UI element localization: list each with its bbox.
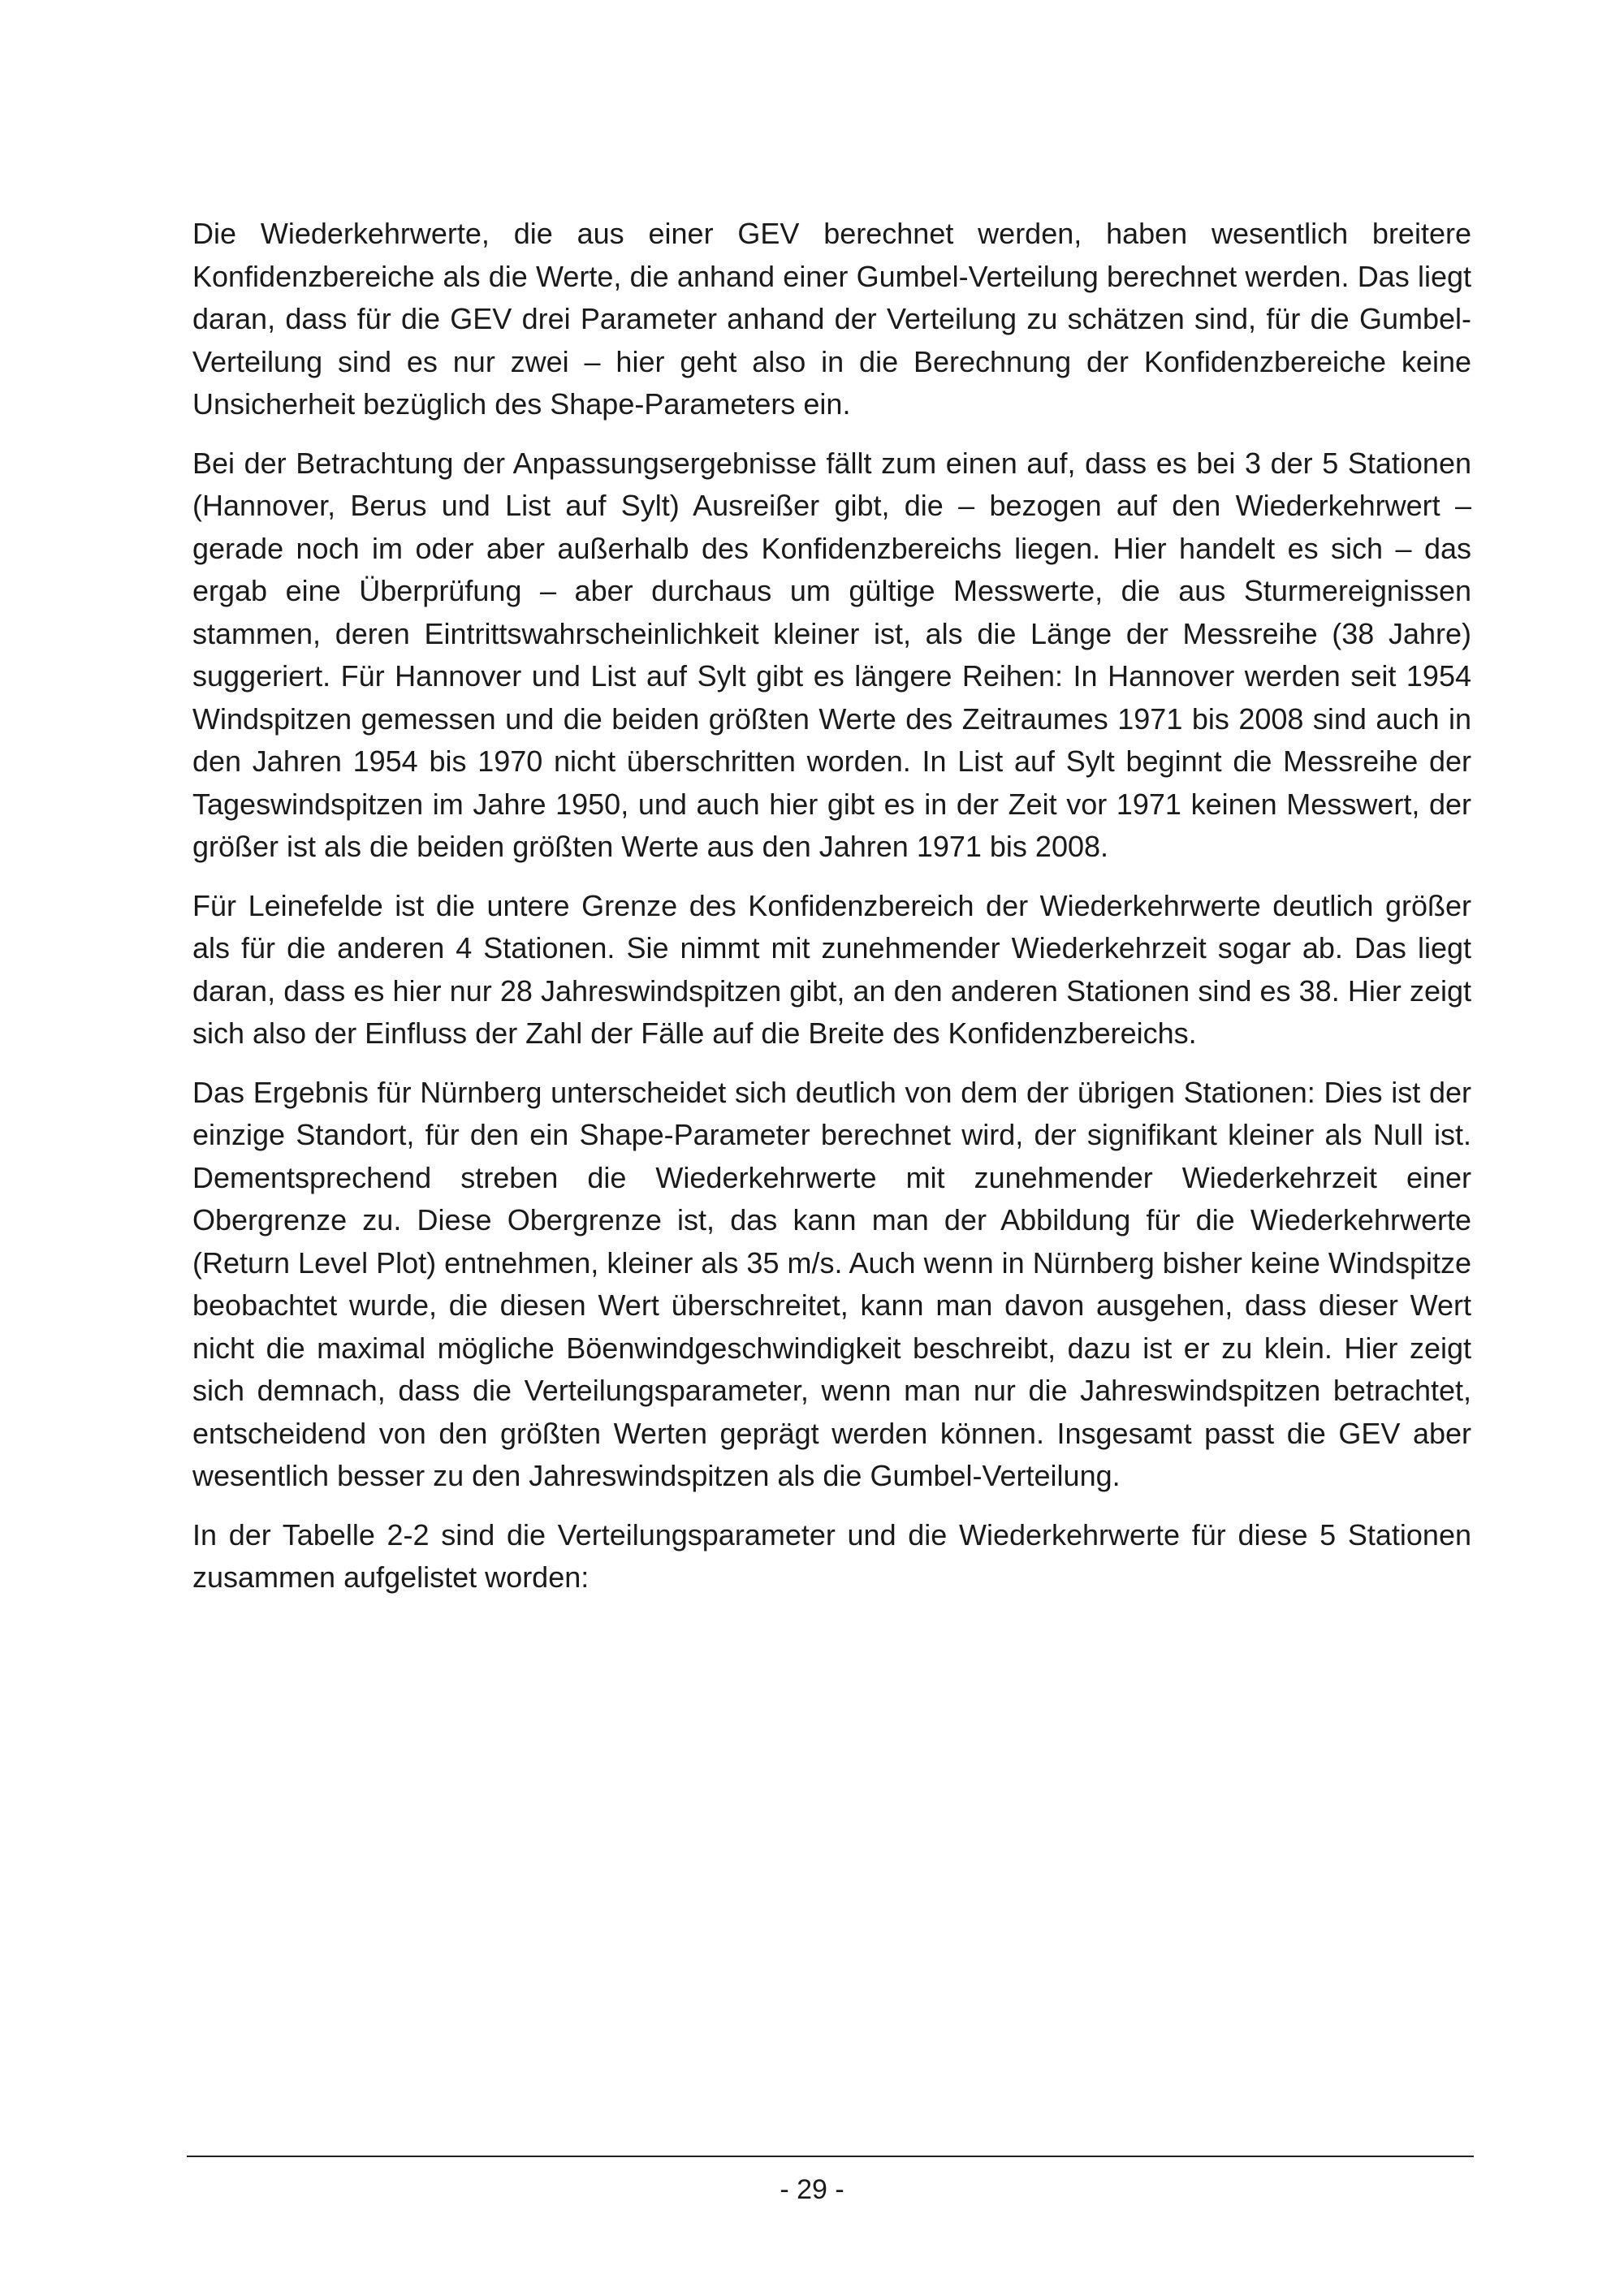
paragraph-leinefelde: Für Leinefelde ist die untere Grenze des Konfidenzbereich der Wiederkehrwerte deutlich größer als für die anderen 4 Stationen. Sie nimmt mit zunehmender Wiederkehrzeit sogar ab. Das liegt daran, dass es hier nur 28 Jahreswindspitzen gibt, an den anderen Stationen sind es 38. Hier zeigt sich also der Einfluss der Zahl der Fälle auf die Breite des Konfidenzbereichs. — [192, 888, 1471, 1050]
paragraph-table-reference: In der Tabelle 2-2 sind die Verteilungsparameter und die Wiederkehrwerte für diese 5 Stationen zusammen aufgelistet worden: — [192, 1517, 1471, 1594]
footer-divider — [187, 2156, 1474, 2157]
paragraph-nuernberg: Das Ergebnis für Nürnberg unterscheidet sich deutlich von dem der übrigen Stationen: Dies ist der einzige Standort, für den ein Shape-Parameter berechnet wird, der signifikant kleiner als Null ist. Dementsprechend streben die Wiederkehrwerte mit zunehmender Wiederkehrzeit einer Obergrenze zu. Diese Obergrenze ist, das kann man der Abbildung für die Wiederkehrwerte (Return Level Plot) entnehmen, kleiner als 35 m/s. Auch wenn in Nürnberg bisher keine Windspitze beobachtet wurde, die diesen Wert überschreitet, kann man davon ausgehen, dass dieser Wert nicht die maximal mögliche Böenwindgeschwindigkeit beschreibt, dazu ist er zu klein. Hier zeigt sich demnach, dass die Verteilungsparameter, wenn man nur die Jahreswindspitzen betrachtet, entscheidend von den größten Werten geprägt werden können. Insgesamt passt die GEV aber wesentlich besser zu den Jahreswindspitzen als die Gumbel-Verteilung. — [192, 1075, 1471, 1492]
paragraph-gev-confidence: Die Wiederkehrwerte, die aus einer GEV berechnet werden, haben wesentlich breitere Konfidenzbereiche als die Werte, die anhand einer Gumbel-Verteilung berechnet werden. Das liegt daran, dass für die GEV drei Parameter anhand der Verteilung zu schätzen sind, für die Gumbel-Verteilung sind es nur zwei – hier geht also in die Berechnung der Konfidenzbereiche keine Unsicherheit bezüglich des Shape-Parameters ein. — [192, 217, 1471, 421]
page-number: - 29 - — [780, 2174, 844, 2205]
paragraph-outliers: Bei der Betrachtung der Anpassungsergebnisse fällt zum einen auf, dass es bei 3 der 5 Stationen (Hannover, Berus und List auf Sylt) Ausreißer gibt, die – bezogen auf den Wiederkehrwert – gerade noch im oder aber außerhalb des Konfidenzbereichs liegen. Hier handelt es sich – das ergab eine Überprüfung – aber durchaus um gültige Messwerte, die aus Sturmereignissen stammen, deren Eintrittswahrscheinlichkeit kleiner ist, als die Länge der Messreihe (38 Jahre) suggeriert. Für Hannover und List auf Sylt gibt es längere Reihen: In Hannover werden seit 1954 Windspitzen gemessen und die beiden größten Werte des Zeitraumes 1971 bis 2008 sind auch in den Jahren 1954 bis 1970 nicht überschritten worden. In List auf Sylt beginnt die Messreihe der Tageswindspitzen im Jahre 1950, und auch hier gibt es in der Zeit vor 1971 keinen Messwert, der größer ist als die beiden größten Werte aus den Jahren 1971 bis 2008. — [192, 446, 1471, 863]
body-text — [192, 213, 1471, 1616]
